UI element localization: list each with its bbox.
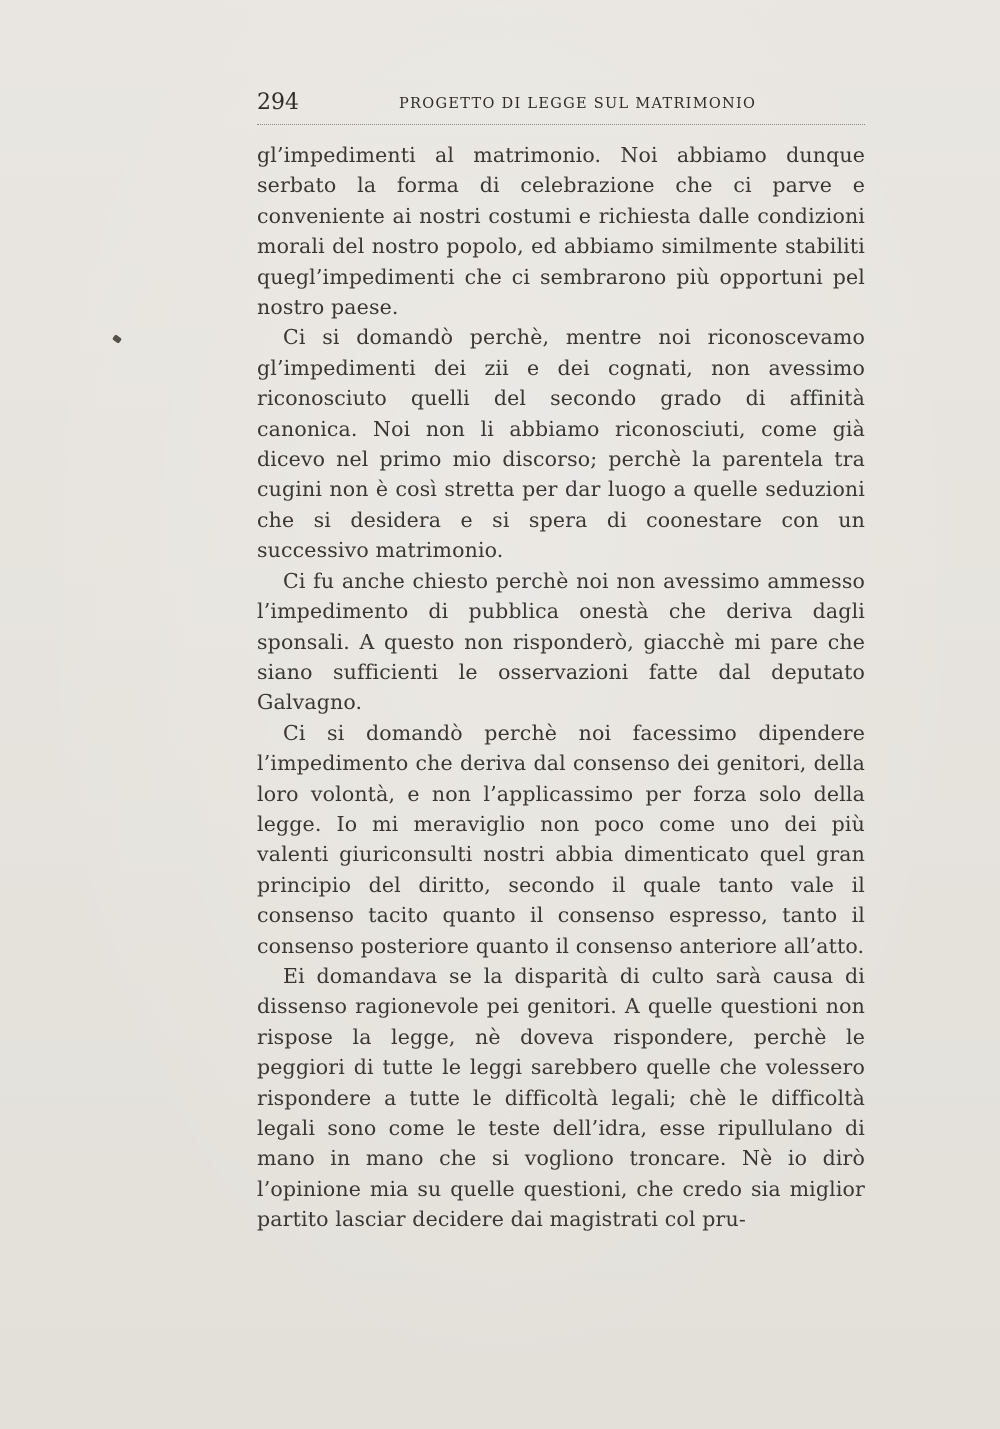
paragraph-public-honesty: Ci fu anche chiesto perchè noi non avessimo ammesso l’impedimento di pubblica onestà che deriva dagli sponsali. A questo non risponderò, giacchè mi pare che siano sufficienti le osservazioni fatte dal deputato Galvagno.: [257, 568, 865, 715]
header-divider: [257, 124, 865, 125]
page-number: 294: [257, 90, 299, 115]
paragraph-affinity: Ci si domandò perchè, mentre noi riconoscevamo gl’impedimenti dei zii e dei cognati, non avessimo riconosciuto quelli del secondo grado di affinità canonica. Noi non li abbiamo riconosciuti, come già dicevo nel primo mio discorso; perchè la parentela tra cugini non è così stretta per dar luogo a quelle seduzioni che si desidera e si spera di coonestare con un successivo matrimonio.: [257, 325, 865, 563]
paragraph-disparity-of-worship: Ei domandava se la disparità di culto sarà causa di dissenso ragionevole pei genitori. A quelle questioni non rispose la legge, nè doveva rispondere, perchè le peggiori di tutte le leggi sarebbero quelle che volessero rispondere a tutte le difficoltà legali; chè le difficoltà legali sono come le teste dell’idra, esse ripullulano di mano in mano che si vogliono troncare. Nè io dirò l’opinione mia su quelle questioni, che credo sia miglior partito lasciar decidere dai magistrati col pru-: [257, 963, 865, 1232]
body-text: [257, 140, 865, 1235]
page-header: [257, 86, 865, 126]
running-title: PROGETTO DI LEGGE SUL MATRIMONIO: [399, 96, 757, 112]
paragraph-parental-consent: Ci si domandò perchè noi facessimo dipendere l’impedimento che deriva dal consenso dei genitori, della loro volontà, e non l’applicassimo per forza solo della legge. Io mi meraviglio non poco come uno dei più valenti giuriconsulti nostri abbia dimenticato quel gran principio del diritto, secondo il quale tanto vale il consenso tacito quanto il consenso espresso, tanto il consenso posteriore quanto il consenso anteriore all’atto.: [257, 720, 865, 958]
margin-ink-mark: [112, 334, 122, 344]
paragraph-continuation: gl’impedimenti al matrimonio. Noi abbiamo dunque serbato la forma di celebrazione che ci parve e conveniente ai nostri costumi e richiesta dalle condizioni morali del nostro popolo, ed abbiamo similmente stabiliti quegl’impedimenti che ci sembrarono più opportuni pel nostro paese.: [257, 143, 865, 320]
